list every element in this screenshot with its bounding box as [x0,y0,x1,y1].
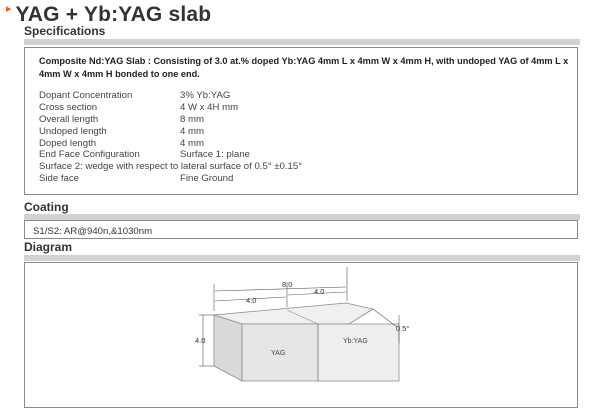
doped-yb-yag-label: Yb:YAG [343,338,368,345]
angle-label: 0.5° [396,324,410,333]
spec-value: 4 mm [180,137,204,149]
coating-text: S1/S2: AR@940n,&1030nm [33,226,153,237]
coating-heading: Coating [24,200,69,214]
spec-value: 8 mm [180,113,204,125]
spec-value: 4 W x 4H mm [180,101,239,113]
spec-row-surface2 [39,161,302,173]
spec-label: Dopant Concentration [39,90,133,101]
spec-row [39,102,302,114]
spec-row [39,90,302,102]
diagram-heading: Diagram [24,240,73,254]
spec-label: Overall length [39,113,99,125]
slab-end-face [214,315,242,381]
undoped-yag-label: YAG [271,350,286,357]
spec-label: End Face Configuration [39,149,140,161]
spec-value: Surface 1: plane [180,149,250,161]
slab-top-face [214,303,373,324]
spec-row [39,149,302,161]
spec-row [39,114,302,126]
spec-label: Doped length [39,137,97,149]
page-title: YAG + Yb:YAG slab [15,3,212,26]
dim-total-line [215,287,346,291]
spec-label: Cross section [39,101,98,113]
coating-box [24,220,578,239]
specifications-box [24,47,578,195]
dim-left-label: 4.0 [246,296,257,305]
spec-label: Side face [39,173,80,185]
spec-row [39,138,302,150]
diagram-box [24,262,578,408]
spec-row [39,126,302,138]
spec-value: 4 mm [180,125,204,137]
surface2-text: Surface 2: wedge with respect to lateral surface of 0.5° ±0.15° [39,161,303,173]
diagram-divider [24,255,580,261]
specifications-divider [24,39,580,45]
composite-description: Composite Nd:YAG Slab : Consisting of 3.0 at.% doped Yb:YAG 4mm L x 4mm W x 4mm H, with undoped YAG of 4mm L x 4mm W x 4mm H bonded to one end. [39,56,569,79]
spec-row [39,173,302,185]
dim-total-label: 8.0 [282,280,293,289]
specifications-heading: Specifications [24,24,106,38]
slab-diagram [25,263,577,407]
spec-value: Fine Ground [180,173,234,185]
dim-height-label: 4.0 [195,336,206,345]
spec-value: 3% Yb:YAG [180,90,231,101]
dim-right-label: 4.0 [314,287,325,296]
spec-table [39,90,302,185]
title-bullet-icon: ▸ [6,3,12,15]
spec-label: Undoped length [39,125,107,137]
